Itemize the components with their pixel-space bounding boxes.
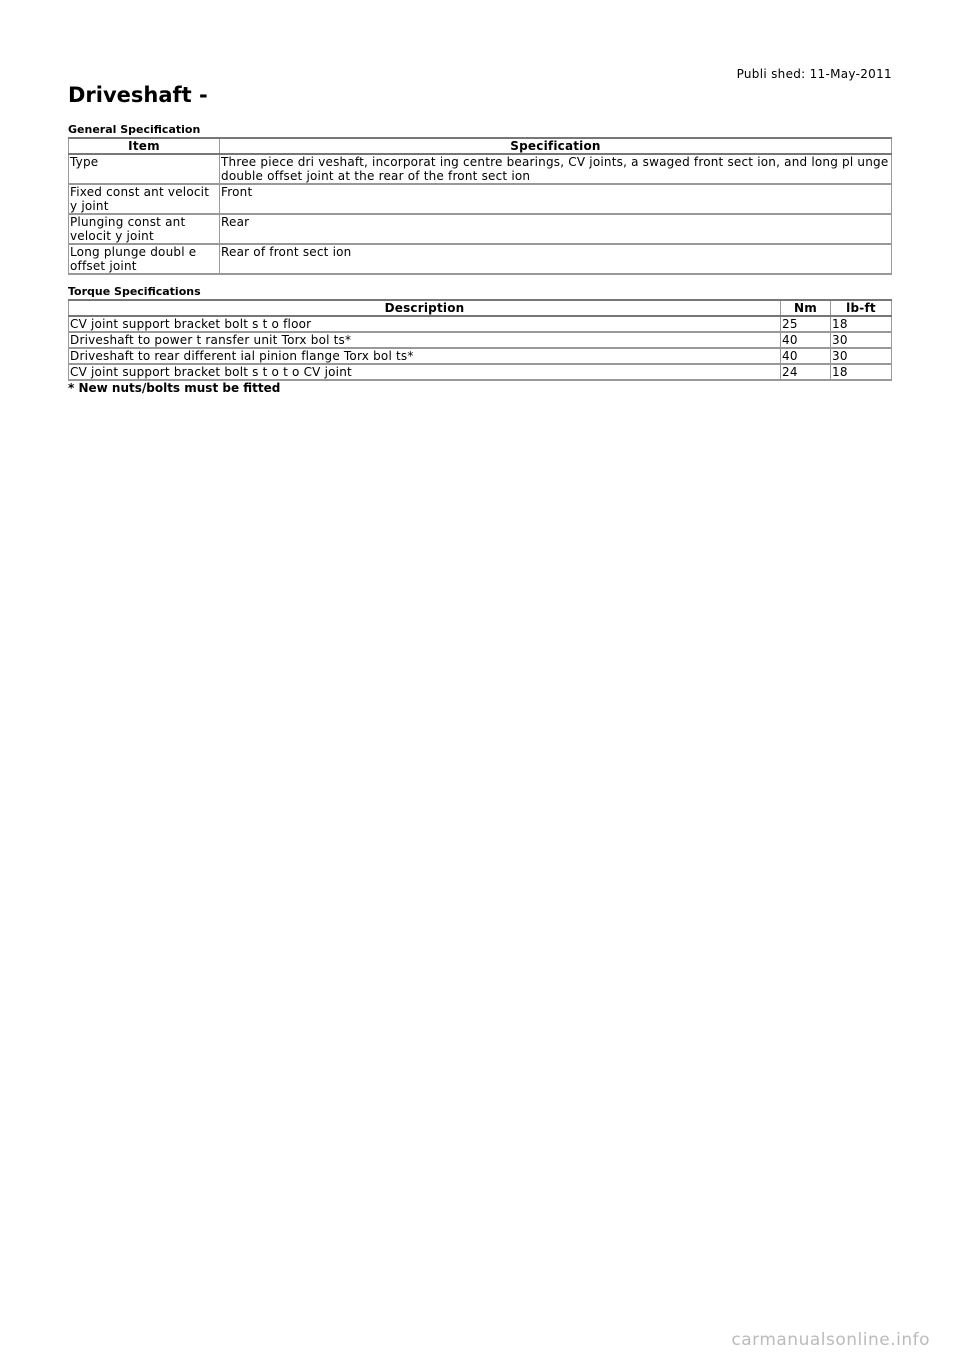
column-header-item: Item bbox=[69, 138, 220, 154]
column-header-specification: Specification bbox=[220, 138, 892, 154]
lbft-cell: 30 bbox=[831, 332, 892, 348]
general-spec-table bbox=[68, 137, 892, 275]
lbft-cell: 30 bbox=[831, 348, 892, 364]
description-cell: CV joint support bracket bolt s t o t o CV joint bbox=[69, 364, 781, 380]
published-date: Publi shed: 11-May-2011 bbox=[736, 67, 892, 81]
spec-cell: Rear bbox=[220, 214, 892, 244]
table-row bbox=[69, 316, 892, 332]
table-header-row bbox=[69, 300, 892, 316]
spec-cell: Rear of front sect ion bbox=[220, 244, 892, 274]
column-header-nm: Nm bbox=[781, 300, 831, 316]
item-cell: Long plunge doubl e offset joint bbox=[69, 244, 220, 274]
table-row bbox=[69, 154, 892, 184]
table-header-row bbox=[69, 138, 892, 154]
nm-cell: 25 bbox=[781, 316, 831, 332]
item-cell: Plunging const ant velocit y joint bbox=[69, 214, 220, 244]
nm-cell: 24 bbox=[781, 364, 831, 380]
description-cell: CV joint support bracket bolt s t o floor bbox=[69, 316, 781, 332]
footnote: * New nuts/bolts must be fitted bbox=[68, 381, 281, 395]
table-row bbox=[69, 364, 892, 380]
page-title: Driveshaft - bbox=[68, 83, 208, 107]
item-cell: Type bbox=[69, 154, 220, 184]
torque-spec-table bbox=[68, 299, 892, 381]
table-row bbox=[69, 214, 892, 244]
torque-spec-heading: Torque Specifications bbox=[68, 285, 201, 298]
table-row bbox=[69, 184, 892, 214]
column-header-lbft: lb-ft bbox=[831, 300, 892, 316]
nm-cell: 40 bbox=[781, 332, 831, 348]
description-cell: Driveshaft to rear different ial pinion flange Torx bol ts* bbox=[69, 348, 781, 364]
general-spec-heading: General Specification bbox=[68, 123, 201, 136]
watermark-text: carmanualsonline.info bbox=[731, 1330, 930, 1350]
table-row bbox=[69, 332, 892, 348]
lbft-cell: 18 bbox=[831, 316, 892, 332]
description-cell: Driveshaft to power t ransfer unit Torx bol ts* bbox=[69, 332, 781, 348]
table-row bbox=[69, 348, 892, 364]
spec-cell: Front bbox=[220, 184, 892, 214]
spec-cell: Three piece dri veshaft, incorporat ing centre bearings, CV joints, a swaged front sect ion, and long pl unge double offset joint at the rear of the front sect ion bbox=[220, 154, 892, 184]
lbft-cell: 18 bbox=[831, 364, 892, 380]
nm-cell: 40 bbox=[781, 348, 831, 364]
table-row bbox=[69, 244, 892, 274]
column-header-description: Description bbox=[69, 300, 781, 316]
item-cell: Fixed const ant velocit y joint bbox=[69, 184, 220, 214]
